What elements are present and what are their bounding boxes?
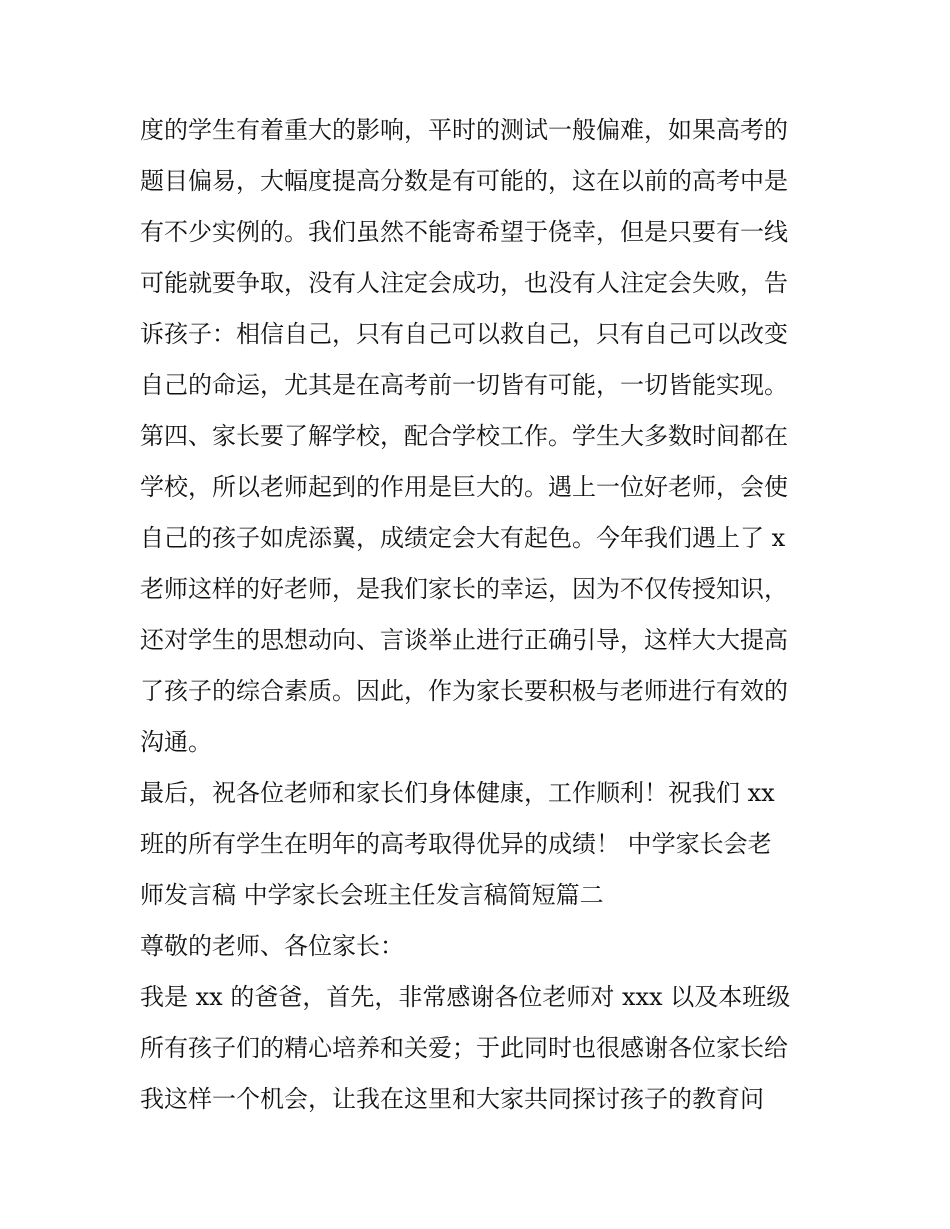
text-line: 题目偏易，大幅度提高分数是有可能的，这在以前的高考中是 [140,167,788,195]
text-line: 有不少实例的。我们虽然不能寄希望于侥幸，但是只要有一线 [140,218,788,246]
text-line: 师发言稿 中学家长会班主任发言稿简短篇二 [140,881,604,909]
text-line: 最后，祝各位老师和家长们身体健康，工作顺利！祝我们 xx [140,779,775,807]
text-line: 诉孩子：相信自己，只有自己可以救自己，只有自己可以改变 [140,320,788,348]
text-line: 自己的命运，尤其是在高考前一切皆有可能，一切皆能实现。 [140,371,788,399]
text-line: 老师这样的好老师，是我们家长的幸运，因为不仅传授知识， [140,575,788,603]
text-line: 还对学生的思想动向、言谈举止进行正确引导，这样大大提高 [140,626,788,654]
text-line: 班的所有学生在明年的高考取得优异的成绩！ 中学家长会老 [140,830,772,858]
text-line: 第四、家长要了解学校，配合学校工作。学生大多数时间都在 [140,422,788,450]
text-line: 可能就要争取，没有人注定会成功，也没有人注定会失败，告 [140,269,788,297]
text-line: 所有孩子们的精心培养和关爱；于此同时也很感谢各位家长给 [140,1034,788,1062]
text-line: 了孩子的综合素质。因此，作为家长要积极与老师进行有效的 [140,677,788,705]
text-line: 我这样一个机会，让我在这里和大家共同探讨孩子的教育问 [140,1085,764,1113]
document-body [140,105,820,1125]
text-line: 度的学生有着重大的影响，平时的测试一般偏难，如果高考的 [140,116,788,144]
text-line: 尊敬的老师、各位家长： [140,932,404,960]
text-line: 我是 xx 的爸爸，首先，非常感谢各位老师对 xxx 以及本班级 [140,983,791,1011]
text-line: 沟通。 [140,728,212,756]
text-line: 学校，所以老师起到的作用是巨大的。遇上一位好老师，会使 [140,473,788,501]
text-line: 自己的孩子如虎添翼，成绩定会大有起色。今年我们遇上了 x [140,524,786,552]
